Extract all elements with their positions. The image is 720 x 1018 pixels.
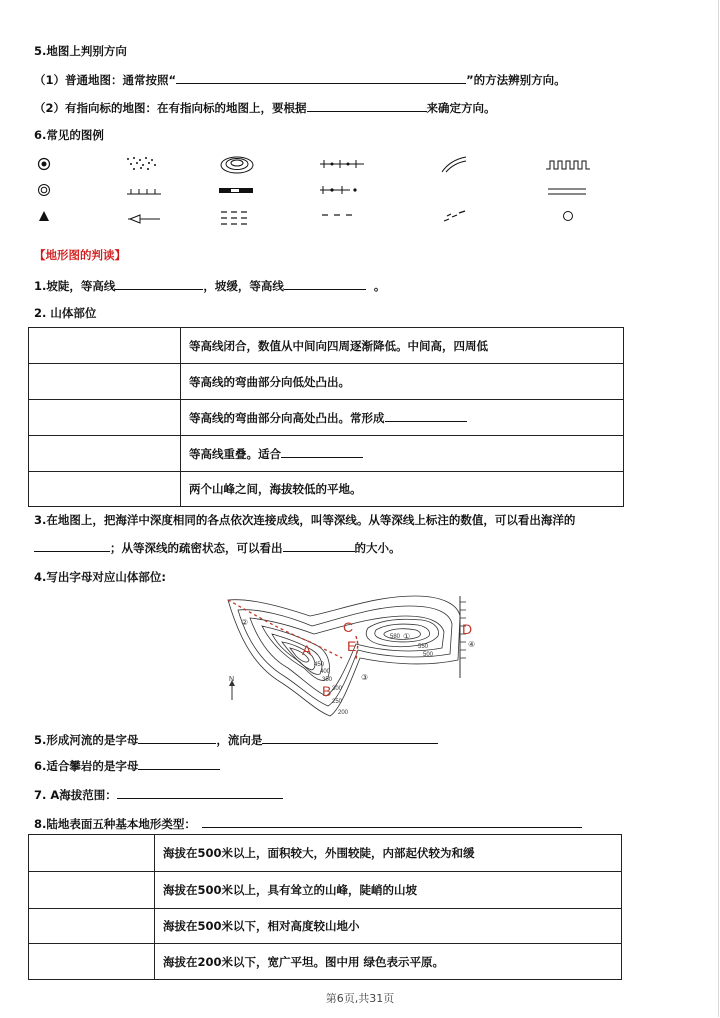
blank-10[interactable] [262,731,438,744]
description-cell: 等高线的弯曲部分向高处凸出。常形成 [181,400,624,436]
landform-table [28,834,622,980]
blank-13[interactable] [202,815,582,828]
table-row [29,328,624,364]
terrain-q1: 1.坡陡，等高线 ，坡缓，等高线 。 [34,279,386,293]
blank-2[interactable] [307,99,427,112]
page-footer: 第6页,共31页 [325,992,395,1005]
table-row [29,436,624,472]
answer-cell[interactable] [29,400,181,436]
great-wall-icon [546,157,590,173]
blank-4[interactable] [284,277,366,290]
north-label: N [229,676,235,683]
marsh-icon [221,209,249,229]
description-cell: 海拔在200米以下，宽广平坦。图中用 绿色表示平原。 [155,944,622,980]
answer-cell[interactable] [29,328,181,364]
question-7: 7. A海拔范围： [34,786,283,803]
table-row [29,472,624,507]
elevation-label: 550 [418,644,429,650]
table-row [29,400,624,436]
mountain-parts-table [28,327,624,507]
blank-5[interactable] [385,409,467,422]
description-cell: 海拔在500米以上，面积较大，外围较陡，内部起伏较为和缓 [155,835,622,872]
letter-c: C [343,619,354,635]
elevation-label: 200 [338,710,349,716]
highway-icon [219,185,255,201]
table-row [29,364,624,400]
blank-6[interactable] [281,445,363,458]
marker-2: ② [241,618,249,627]
terrain-q3-line2: ；从等深线的疏密状态，可以看出 的大小。 [34,539,401,556]
answer-cell[interactable] [29,909,155,944]
answer-cell[interactable] [29,364,181,400]
marker-1: ① [403,632,411,641]
undetermined-border-icon [322,209,356,225]
city-icon [36,182,66,198]
description-cell: 等高线闭合，数值从中间向四周逐渐降低。中间高，四周低 [181,328,624,364]
blank-12[interactable] [117,786,283,799]
description-cell: 海拔在500米以下，相对高度较山地小 [155,909,622,944]
marker-4: ④ [468,640,476,649]
elevation-label: 450 [314,662,325,668]
capital-city-icon [36,156,66,172]
description-cell: 海拔在500米以上，具有耸立的山峰，陡峭的山坡 [155,872,622,909]
river-icon [440,154,468,174]
blank-1[interactable] [176,71,466,84]
contour-hill-icon [219,154,259,176]
marker-3: ③ [361,673,369,682]
canal-icon [548,186,588,202]
table-row [29,909,622,944]
answer-cell[interactable] [29,472,181,507]
railway-icon [127,184,163,200]
town-icon [561,209,591,225]
section-5-title: 5.地图上判别方向 [34,44,127,58]
blank-7[interactable] [34,539,110,552]
terrain-q2: 2. 山体部位 [34,306,97,320]
contour-map [210,588,490,723]
elevation-label: 580 [390,634,401,640]
description-cell: 两个山峰之间，海拔较低的平地。 [181,472,624,507]
blank-11[interactable] [138,757,220,770]
desert-icon [124,155,164,171]
terrain-q4: 4.写出字母对应山体部位: [34,570,166,584]
seasonal-river-icon [442,208,468,224]
mountain-peak-icon [38,208,68,224]
elevation-label: 400 [320,669,331,675]
question-6: 6.适合攀岩的是字母 [34,757,220,774]
answer-cell[interactable] [29,835,155,872]
letter-b: B [322,683,332,699]
terrain-q3-line1: 3.在地图上，把海洋中深度相同的各点依次连接成线，叫等深线。从等深线上标注的数值，可以看出海洋的 [34,513,576,527]
national-border-icon [320,158,366,174]
terrain-heading: 【地形图的判读】 [34,248,126,262]
table-row [29,872,622,909]
section-6-title: 6.常见的图例 [34,128,104,142]
table-row [29,944,622,980]
elevation-label: 500 [423,652,434,658]
letter-d: D [462,621,473,637]
table-row [29,835,622,872]
blank-8[interactable] [283,539,355,552]
description-cell: 等高线的弯曲部分向低处凸出。 [181,364,624,400]
answer-cell[interactable] [29,944,155,980]
provincial-border-icon [320,182,360,198]
elevation-label: 350 [322,677,333,683]
blank-3[interactable] [115,277,203,290]
answer-cell[interactable] [29,872,155,909]
blank-9[interactable] [138,731,216,744]
question-8: 8.陆地表面五种基本地形类型： [34,815,582,832]
elevation-label: 300 [332,686,343,692]
description-cell: 等高线重叠。适合 [181,436,624,472]
letter-a: A [302,642,312,658]
airport-route-icon [128,211,162,227]
answer-cell[interactable] [29,436,181,472]
letter-e: E [347,638,357,654]
direction-q1: （1）普通地图：通常按照“ ”的方法辨别方向。 [34,73,566,87]
north-arrow [229,680,235,700]
question-5: 5.形成河流的是字母 ，流向是 [34,731,438,748]
elevation-label: 250 [332,699,343,705]
direction-q2: （2）有指向标的地图：在有指向标的地图上，要根据 来确定方向。 [34,101,496,115]
